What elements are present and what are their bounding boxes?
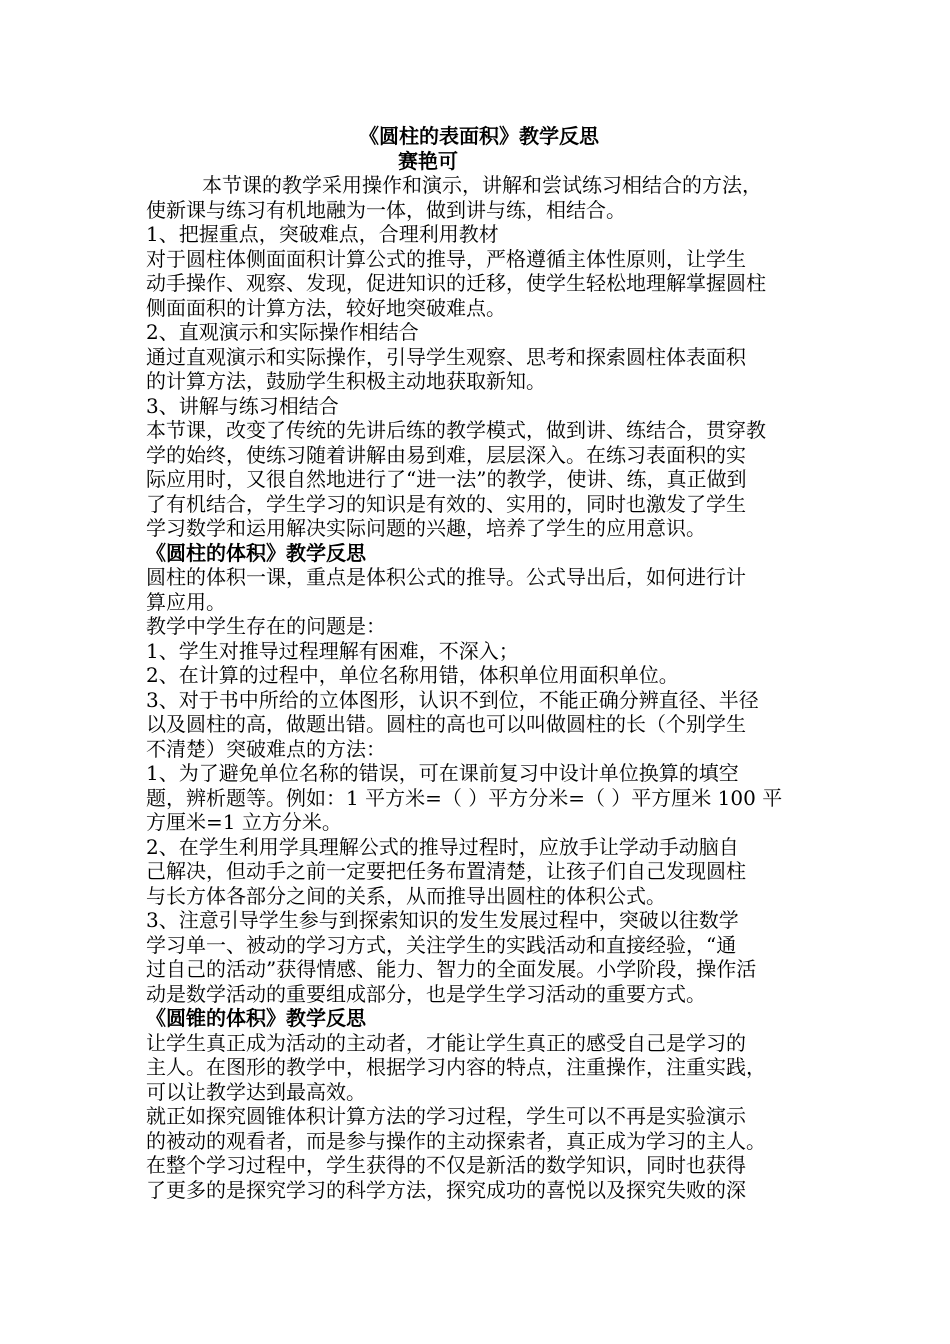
paragraph-line: 与长方体各部分之间的关系，从而推导出圆柱的体积公式。	[146, 883, 666, 908]
section-title: 《圆柱的体积》教学反思	[146, 540, 366, 565]
list-item: 2、在学生利用学具理解公式的推导过程时，应放手让学动手动脑自	[146, 834, 739, 859]
paragraph-line: 教学中学生存在的问题是：	[146, 614, 386, 638]
paragraph-line: 不清楚）突破难点的方法：	[146, 736, 386, 761]
paragraph-line: 通过直观演示和实际操作，引导学生观察、思考和探索圆柱体表面积	[146, 344, 746, 369]
document-body	[146, 124, 812, 1202]
paragraph-line: 的被动的观看者，而是参与操作的主动探索者，真正成为学习的主人。	[146, 1128, 766, 1153]
paragraph-line: 在整个学习过程中，学生获得的不仅是新活的数学知识，同时也获得	[146, 1153, 746, 1177]
paragraph-line: 的计算方法，鼓励学生积极主动地获取新知。	[146, 369, 546, 393]
paragraph-line: 算应用。	[146, 589, 226, 614]
paragraph-line: 本节课，改变了传统的先讲后练的教学模式，做到讲、练结合，贯穿教	[146, 418, 766, 442]
document-title: 《圆柱的表面积》教学反思	[359, 124, 599, 148]
paragraph-line: 题，辨析题等。例如：1 平方米=（ ）平方分米=（ ）平方厘米 100 平	[146, 785, 783, 810]
paragraph-line: 可以让教学达到最高效。	[146, 1079, 366, 1104]
paragraph-line: 了更多的是探究学习的科学方法，探究成功的喜悦以及探究失败的深	[146, 1177, 746, 1202]
paragraph-line: 了有机结合，学生学习的知识是有效的、实用的，同时也激发了学生	[146, 491, 746, 516]
paragraph-line: 让学生真正成为活动的主动者，才能让学生真正的感受自己是学习的	[146, 1030, 746, 1055]
paragraph-line: 对于圆柱体侧面面积计算公式的推导，严格遵循主体性原则，让学生	[146, 246, 746, 271]
list-heading: 1、把握重点，突破难点，合理利用教材	[146, 222, 499, 246]
list-item: 2、在计算的过程中，单位名称用错，体积单位用面积单位。	[146, 663, 679, 687]
paragraph-line: 主人。在图形的教学中，根据学习内容的特点，注重操作，注重实践，	[146, 1055, 766, 1079]
paragraph-line: 己解决，但动手之前一定要把任务布置清楚，让孩子们自己发现圆柱	[146, 859, 746, 883]
paragraph-line: 本节课的教学采用操作和演示，讲解和尝试练习相结合的方法，	[202, 173, 762, 197]
paragraph-line: 使新课与练习有机地融为一体，做到讲与练，相结合。	[146, 197, 626, 222]
paragraph-line: 方厘米=1 立方分米。	[146, 810, 342, 834]
list-item: 1、为了避免单位名称的错误，可在课前复习中设计单位换算的填空	[146, 761, 739, 785]
paragraph-line: 圆柱的体积一课，重点是体积公式的推导。公式导出后，如何进行计	[146, 565, 746, 589]
paragraph-line: 就正如探究圆锥体积计算方法的学习过程，学生可以不再是实验演示	[146, 1104, 746, 1128]
document-author: 赛艳可	[398, 148, 458, 173]
paragraph-line: 学习单一、被动的学习方式，关注学生的实践活动和直接经验，“通	[146, 932, 737, 957]
paragraph-line: 过自己的活动”获得情感、能力、智力的全面发展。小学阶段，操作活	[146, 957, 757, 981]
paragraph-line: 际应用时，又很自然地进行了“进一法”的教学，使讲、练，真正做到	[146, 467, 747, 491]
paragraph-line: 学的始终，使练习随着讲解由易到难，层层深入。在练习表面积的实	[146, 442, 746, 467]
paragraph-line: 动手操作、观察、发现，促进知识的迁移，使学生轻松地理解掌握圆柱	[146, 271, 766, 295]
paragraph-line: 学习数学和运用解决实际问题的兴趣，培养了学生的应用意识。	[146, 516, 706, 540]
paragraph-line: 以及圆柱的高，做题出错。圆柱的高也可以叫做圆柱的长（个别学生	[146, 712, 746, 736]
list-item: 3、对于书中所给的立体图形，认识不到位，不能正确分辨直径、半径	[146, 687, 759, 712]
list-heading: 3、讲解与练习相结合	[146, 393, 339, 418]
paragraph-line: 动是数学活动的重要组成部分，也是学生学习活动的重要方式。	[146, 981, 706, 1006]
paragraph-line: 侧面面积的计算方法，较好地突破难点。	[146, 295, 506, 320]
list-heading: 2、直观演示和实际操作相结合	[146, 320, 419, 344]
list-item: 1、学生对推导过程理解有困难，不深入；	[146, 638, 519, 663]
list-item: 3、注意引导学生参与到探索知识的发生发展过程中，突破以往数学	[146, 908, 739, 932]
section-title: 《圆锥的体积》教学反思	[146, 1006, 366, 1030]
